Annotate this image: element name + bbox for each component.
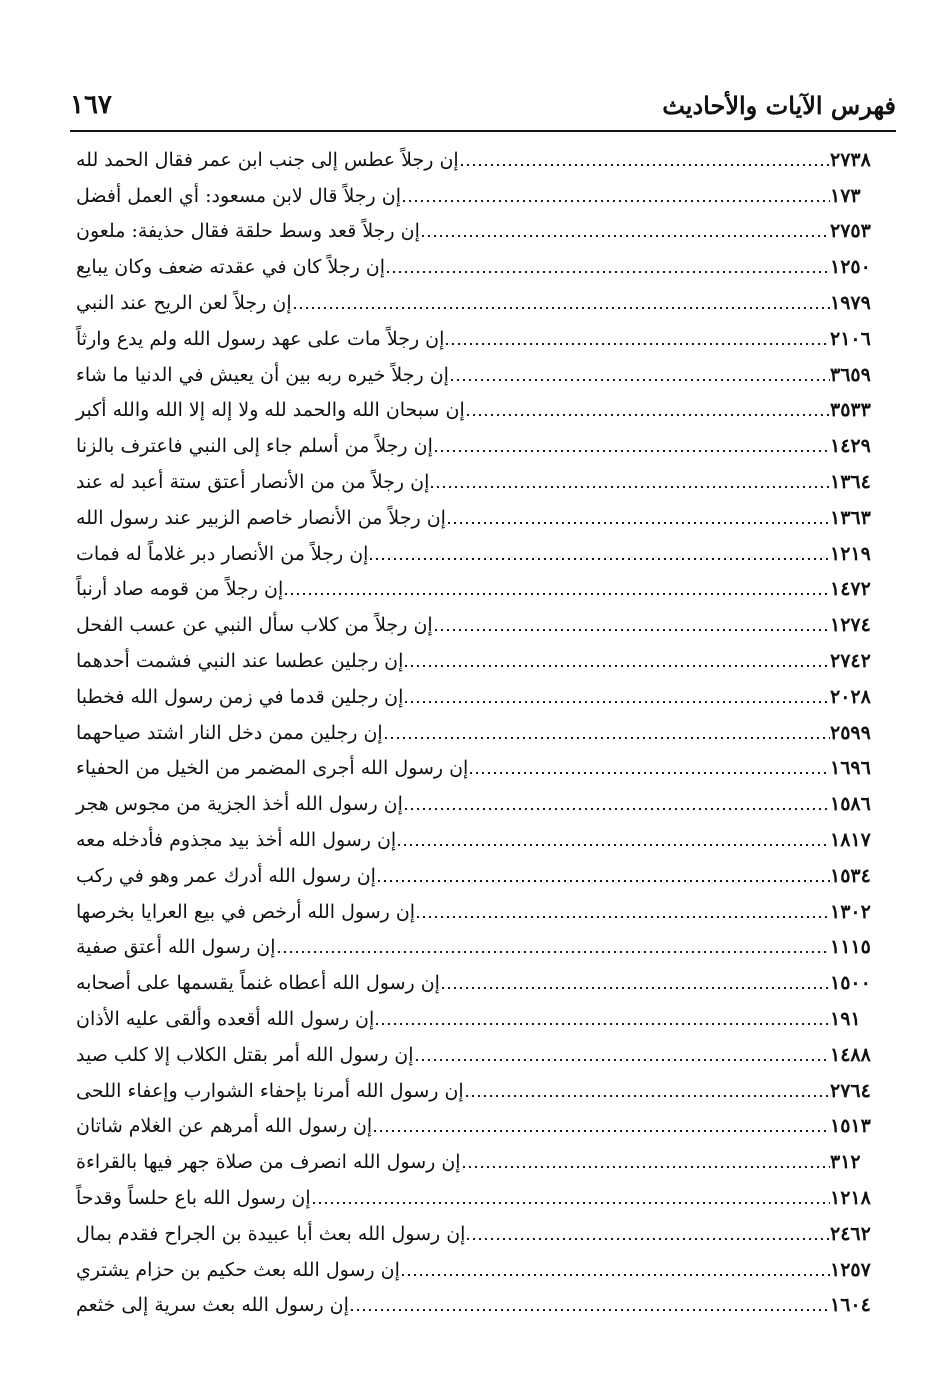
entry-reference-number: ٢٠٢٨ xyxy=(830,685,871,708)
dot-leader xyxy=(400,1274,830,1276)
entry-text: إن رسول الله باع حلساً وقدحاً xyxy=(76,1187,311,1209)
dot-leader xyxy=(403,665,830,667)
index-entry xyxy=(70,500,896,536)
entry-text: إن سبحان الله والحمد لله ولا إله إلا الله والله أكبر xyxy=(76,399,465,422)
entry-reference-number: ١٥١٣ xyxy=(830,1115,871,1138)
page-number: ١٦٧ xyxy=(70,90,112,120)
dot-leader xyxy=(311,1202,830,1204)
entry-text: إن رسول الله أعتق صفية xyxy=(76,936,276,959)
dot-leader xyxy=(420,235,830,237)
entry-text: إن رسول الله أخذ بيد مجذوم فأدخله معه xyxy=(76,829,397,852)
entry-reference-number: ١٣٦٣ xyxy=(830,506,871,529)
dot-leader xyxy=(383,737,830,739)
entry-text: إن رجلاً من قومه صاد أرنباً xyxy=(76,578,284,601)
entry-text: إن رجلاً من أسلم جاء إلى النبي فاعترف بالزنا xyxy=(76,435,433,458)
entry-reference-number: ١٥٨٦ xyxy=(830,793,871,816)
entry-text: إن رجلاً من الأنصار خاصم الزبير عند رسول الله xyxy=(76,506,446,529)
dot-leader xyxy=(396,844,830,846)
entry-reference-number: ١٦٩٦ xyxy=(830,757,871,780)
index-entry xyxy=(70,1216,896,1252)
dot-leader xyxy=(465,1238,830,1240)
entry-reference-number: ١٨١٧ xyxy=(830,829,871,852)
entry-reference-number: ١٣٦٤ xyxy=(830,471,871,494)
dot-leader xyxy=(368,558,830,560)
page-header xyxy=(70,80,896,120)
dot-leader xyxy=(374,1023,830,1025)
entry-reference-number: ٣١٢ xyxy=(830,1151,861,1174)
index-entry xyxy=(70,357,896,393)
dot-leader xyxy=(433,629,830,631)
dot-leader xyxy=(376,880,830,882)
index-entry xyxy=(70,572,896,608)
index-entry xyxy=(70,1180,896,1216)
index-entry xyxy=(70,249,896,285)
entry-text: إن رسول الله أمر بقتل الكلاب إلا كلب صيد xyxy=(76,1043,414,1066)
entry-reference-number: ١٥٠٠ xyxy=(830,972,871,995)
entry-reference-number: ١١١٥ xyxy=(830,936,871,959)
index-entry xyxy=(70,1252,896,1288)
index-entry xyxy=(70,393,896,429)
entry-reference-number: ١٩١ xyxy=(830,1008,861,1031)
entry-reference-number: ٢٧٤٢ xyxy=(830,650,871,673)
entry-reference-number: ١٣٠٢ xyxy=(830,900,871,923)
entry-reference-number: ٣٦٥٩ xyxy=(830,363,871,386)
index-entry xyxy=(70,1073,896,1109)
dot-leader xyxy=(283,593,830,595)
index-list xyxy=(70,142,896,1323)
entry-text: إن رسول الله أدرك عمر وهو في ركب xyxy=(76,864,376,887)
entry-reference-number: ١٢٧٤ xyxy=(830,614,871,637)
index-entry xyxy=(70,536,896,572)
entry-reference-number: ١٢١٨ xyxy=(830,1187,871,1209)
index-entry xyxy=(70,1288,896,1324)
dot-leader xyxy=(415,916,830,918)
dot-leader xyxy=(403,808,830,810)
entry-text: إن رجلاً من من الأنصار أعتق ستة أعبد له عند xyxy=(76,471,430,494)
entry-reference-number: ٢٧٥٣ xyxy=(830,220,871,243)
dot-leader xyxy=(349,1309,830,1311)
dot-leader xyxy=(468,772,830,774)
entry-text: إن رسول الله أقعده وألقى عليه الأذان xyxy=(76,1008,375,1031)
entry-text: إن رسول الله أرخص في بيع العرايا بخرصها xyxy=(76,900,416,923)
entry-reference-number: ١٤٢٩ xyxy=(830,435,871,458)
dot-leader xyxy=(446,522,830,524)
index-entry xyxy=(70,786,896,822)
index-entry xyxy=(70,321,896,357)
dot-leader xyxy=(385,271,830,273)
dot-leader xyxy=(449,379,830,381)
index-entry xyxy=(70,679,896,715)
index-entry xyxy=(70,1144,896,1180)
entry-text: إن رجلاً مات على عهد رسول الله ولم يدع وارثاً xyxy=(76,327,445,350)
entry-text: إن رسول الله بعث أبا عبيدة بن الجراح فقدم بمال xyxy=(76,1222,466,1245)
entry-text: إن رجلين قدما في زمن رسول الله فخطبا xyxy=(76,685,404,708)
dot-leader xyxy=(459,164,830,166)
index-entry xyxy=(70,178,896,214)
index-entry xyxy=(70,894,896,930)
index-entry xyxy=(70,930,896,966)
index-entry xyxy=(70,607,896,643)
entry-text: إن رجلاً كان في عقدته ضعف وكان يبايع xyxy=(76,256,386,279)
dot-leader xyxy=(414,1059,830,1061)
dot-leader xyxy=(461,1166,830,1168)
entry-text: إن رجلين ممن دخل النار اشتد صياحهما xyxy=(76,721,383,744)
entry-reference-number: ١٥٣٤ xyxy=(830,864,871,887)
index-entry xyxy=(70,858,896,894)
entry-text: إن رجلاً قال لابن مسعود: أي العمل أفضل xyxy=(76,184,401,207)
dot-leader xyxy=(429,486,830,488)
entry-text: إن رسول الله انصرف من صلاة جهر فيها بالقراءة xyxy=(76,1151,461,1174)
entry-text: إن رجلاً من كلاب سأل النبي عن عسب الفحل xyxy=(76,614,433,637)
dot-leader xyxy=(403,701,830,703)
entry-reference-number: ١٧٣ xyxy=(830,184,861,207)
running-title: فهرس الآيات والأحاديث xyxy=(662,91,896,120)
index-entry xyxy=(70,643,896,679)
entry-reference-number: ٢١٠٦ xyxy=(830,327,871,350)
index-entry xyxy=(70,1037,896,1073)
index-entry xyxy=(70,142,896,178)
entry-text: إن رجلاً قعد وسط حلقة فقال حذيفة: ملعون xyxy=(76,220,420,243)
dot-leader xyxy=(465,414,830,416)
index-entry xyxy=(70,822,896,858)
entry-text: إن رسول الله بعث سرية إلى خثعم xyxy=(76,1294,349,1317)
entry-text: إن رسول الله أجرى المضمر من الخيل من الحفياء xyxy=(76,757,469,780)
entry-reference-number: ٢٤٦٢ xyxy=(830,1222,871,1245)
entry-text: إن رجلاً لعن الريح عند النبي xyxy=(76,292,292,315)
entry-reference-number: ١٤٧٢ xyxy=(830,578,871,601)
index-entry xyxy=(70,965,896,1001)
entry-text: إن رسول الله أمرهم عن الغلام شاتان xyxy=(76,1115,373,1138)
dot-leader xyxy=(372,1130,830,1132)
entry-text: إن رجلين عطسا عند النبي فشمت أحدهما xyxy=(76,650,404,673)
entry-text: إن رسول الله بعث حكيم بن حزام يشتري xyxy=(76,1258,400,1281)
index-entry xyxy=(70,428,896,464)
dot-leader xyxy=(401,200,830,202)
entry-text: إن رجلاً عطس إلى جنب ابن عمر فقال الحمد لله xyxy=(76,148,459,171)
entry-reference-number: ١٢١٩ xyxy=(830,542,871,565)
index-entry xyxy=(70,751,896,787)
entry-reference-number: ٢٥٩٩ xyxy=(830,721,871,744)
dot-leader xyxy=(464,1095,830,1097)
dot-leader xyxy=(440,987,830,989)
dot-leader xyxy=(292,307,830,309)
index-entry xyxy=(70,464,896,500)
entry-reference-number: ١٤٨٨ xyxy=(830,1043,871,1066)
index-entry xyxy=(70,715,896,751)
entry-text: إن رجلاً خيره ربه بين أن يعيش في الدنيا ما شاء xyxy=(76,363,449,386)
index-entry xyxy=(70,1001,896,1037)
entry-text: إن رسول الله أخذ الجزية من مجوس هجر xyxy=(76,793,403,816)
entry-reference-number: ١٦٠٤ xyxy=(830,1294,871,1317)
entry-text: إن رسول الله أمرنا بإحفاء الشوارب وإعفاء اللحى xyxy=(76,1079,464,1102)
index-entry xyxy=(70,1109,896,1145)
entry-reference-number: ٣٥٣٣ xyxy=(830,399,871,422)
dot-leader xyxy=(433,450,830,452)
entry-text: إن رجلاً من الأنصار دبر غلاماً له فمات xyxy=(76,542,369,565)
entry-reference-number: ٢٧٦٤ xyxy=(830,1079,871,1102)
dot-leader xyxy=(276,951,830,953)
index-entry xyxy=(70,285,896,321)
entry-reference-number: ١٢٥٧ xyxy=(830,1258,871,1281)
entry-reference-number: ١٢٥٠ xyxy=(830,256,871,279)
dot-leader xyxy=(444,343,830,345)
header-rule xyxy=(70,130,896,132)
entry-text: إن رسول الله أعطاه غنماً يقسمها على أصحابه xyxy=(76,972,440,995)
index-entry xyxy=(70,214,896,250)
entry-reference-number: ١٩٧٩ xyxy=(830,292,871,315)
entry-reference-number: ٢٧٣٨ xyxy=(830,148,871,171)
